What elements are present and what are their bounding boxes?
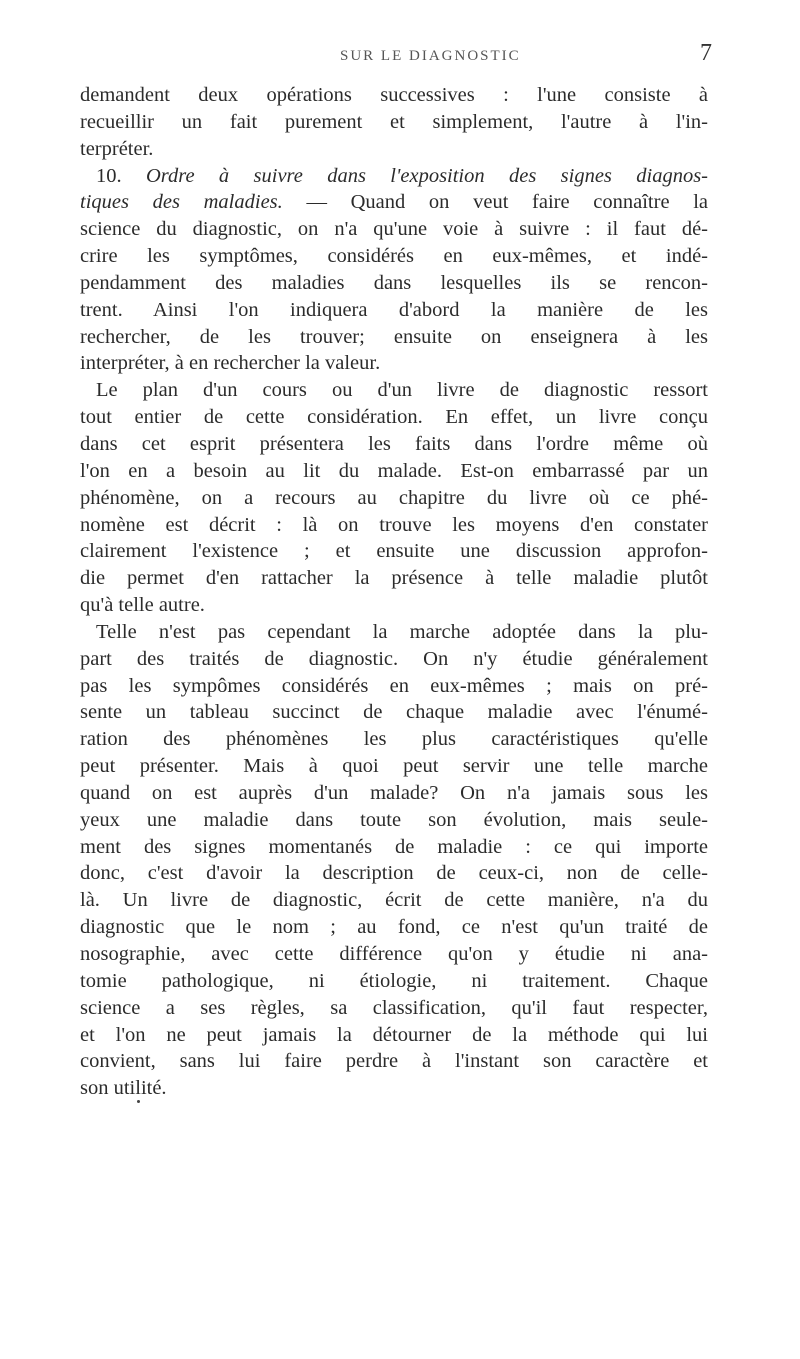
text-line: tomie pathologique, ni étiologie, ni traitement. Chaque bbox=[80, 969, 708, 992]
text-line: recueillir un fait purement et simplement, l'autre à l'in- bbox=[80, 110, 708, 133]
text-line: pendamment des maladies dans lesquelles ils se rencon- bbox=[80, 271, 708, 294]
text-line: clairement l'existence ; et ensuite une discussion approfon- bbox=[80, 540, 708, 563]
text-line: interpréter, à en rechercher la valeur. bbox=[80, 352, 381, 375]
section-title: Ordre à suivre dans l'exposition des signes diagnos- bbox=[145, 164, 709, 187]
section-text-end: connaître la bbox=[593, 191, 709, 214]
text-line: pas les sympômes considérés en eux-mêmes ; mais on pré- bbox=[80, 674, 708, 697]
text-line: ration des phénomènes les plus caractéristiques qu'elle bbox=[80, 728, 708, 751]
text-line: terpréter. bbox=[80, 137, 154, 160]
body-text bbox=[80, 82, 708, 1102]
text-line: tout entier de cette considération. En effet, un livre conçu bbox=[80, 406, 708, 429]
text-line: ment des signes momentanés de maladie : ce qui importe bbox=[80, 835, 708, 858]
text-line: donc, c'est d'avoir la description de ceux-ci, non de celle- bbox=[80, 862, 708, 885]
text-line: diagnostic que le nom ; au fond, ce n'est qu'un traité de bbox=[80, 916, 708, 939]
text-line: trent. Ainsi l'on indiquera d'abord la manière de les bbox=[80, 298, 708, 321]
running-title: SUR LE DIAGNOSTIC bbox=[340, 48, 521, 64]
text-line: peut présenter. Mais à quoi peut servir une telle marche bbox=[80, 755, 708, 778]
print-speck bbox=[137, 1100, 140, 1103]
text-line: science du diagnostic, on n'a qu'une voie à suivre : il faut dé- bbox=[80, 218, 708, 241]
text-line: demandent deux opérations successives : l'une consiste à bbox=[80, 84, 708, 106]
text-line: sente un tableau succinct de chaque maladie avec l'énumé- bbox=[80, 701, 708, 724]
running-head bbox=[0, 40, 800, 78]
text-line: yeux une maladie dans toute son évolution, mais seule- bbox=[80, 808, 708, 831]
text-line: qu'à telle autre. bbox=[80, 594, 205, 617]
text-line: son utilité. bbox=[80, 1077, 167, 1100]
text-line: là. Un livre de diagnostic, écrit de cette manière, n'a du bbox=[80, 889, 708, 912]
text-line: science a ses règles, sa classification, qu'il faut respecter, bbox=[80, 996, 708, 1019]
text-line: rechercher, de les trouver; ensuite on enseignera à les bbox=[80, 325, 708, 348]
page-number: 7 bbox=[700, 40, 712, 66]
text-line: dans cet esprit présentera les faits dans l'ordre même où bbox=[80, 432, 708, 455]
section-heading-line bbox=[80, 189, 708, 216]
section-number: 10. bbox=[96, 164, 122, 187]
text-line: die permet d'en rattacher la présence à telle maladie plutôt bbox=[80, 567, 708, 590]
text-line: et l'on ne peut jamais la détourner de la méthode qui lui bbox=[80, 1023, 708, 1046]
text-line: convient, sans lui faire perdre à l'instant son caractère et bbox=[80, 1050, 708, 1073]
text-line: nomène est décrit : là on trouve les moyens d'en constater bbox=[80, 513, 708, 536]
text-line: l'on en a besoin au lit du malade. Est-on embarrassé par un bbox=[80, 459, 708, 482]
text-line: nosographie, avec cette différence qu'on y étudie ni ana- bbox=[80, 943, 708, 965]
section-heading-line bbox=[80, 163, 708, 190]
text-line: Telle n'est pas cependant la marche adoptée dans la plu- bbox=[96, 620, 708, 643]
section-text: — Quand on veut faire bbox=[282, 191, 570, 214]
text-line: crire les symptômes, considérés en eux-mêmes, et indé- bbox=[80, 245, 708, 268]
text-line: Le plan d'un cours ou d'un livre de diagnostic ressort bbox=[96, 379, 708, 402]
text-line: part des traités de diagnostic. On n'y étudie généralement bbox=[80, 647, 708, 670]
section-title-continued: tiques des maladies. bbox=[80, 191, 283, 214]
text-line: quand on est auprès d'un malade? On n'a jamais sous les bbox=[80, 781, 708, 804]
text-line: phénomène, on a recours au chapitre du livre où ce phé- bbox=[80, 486, 708, 509]
